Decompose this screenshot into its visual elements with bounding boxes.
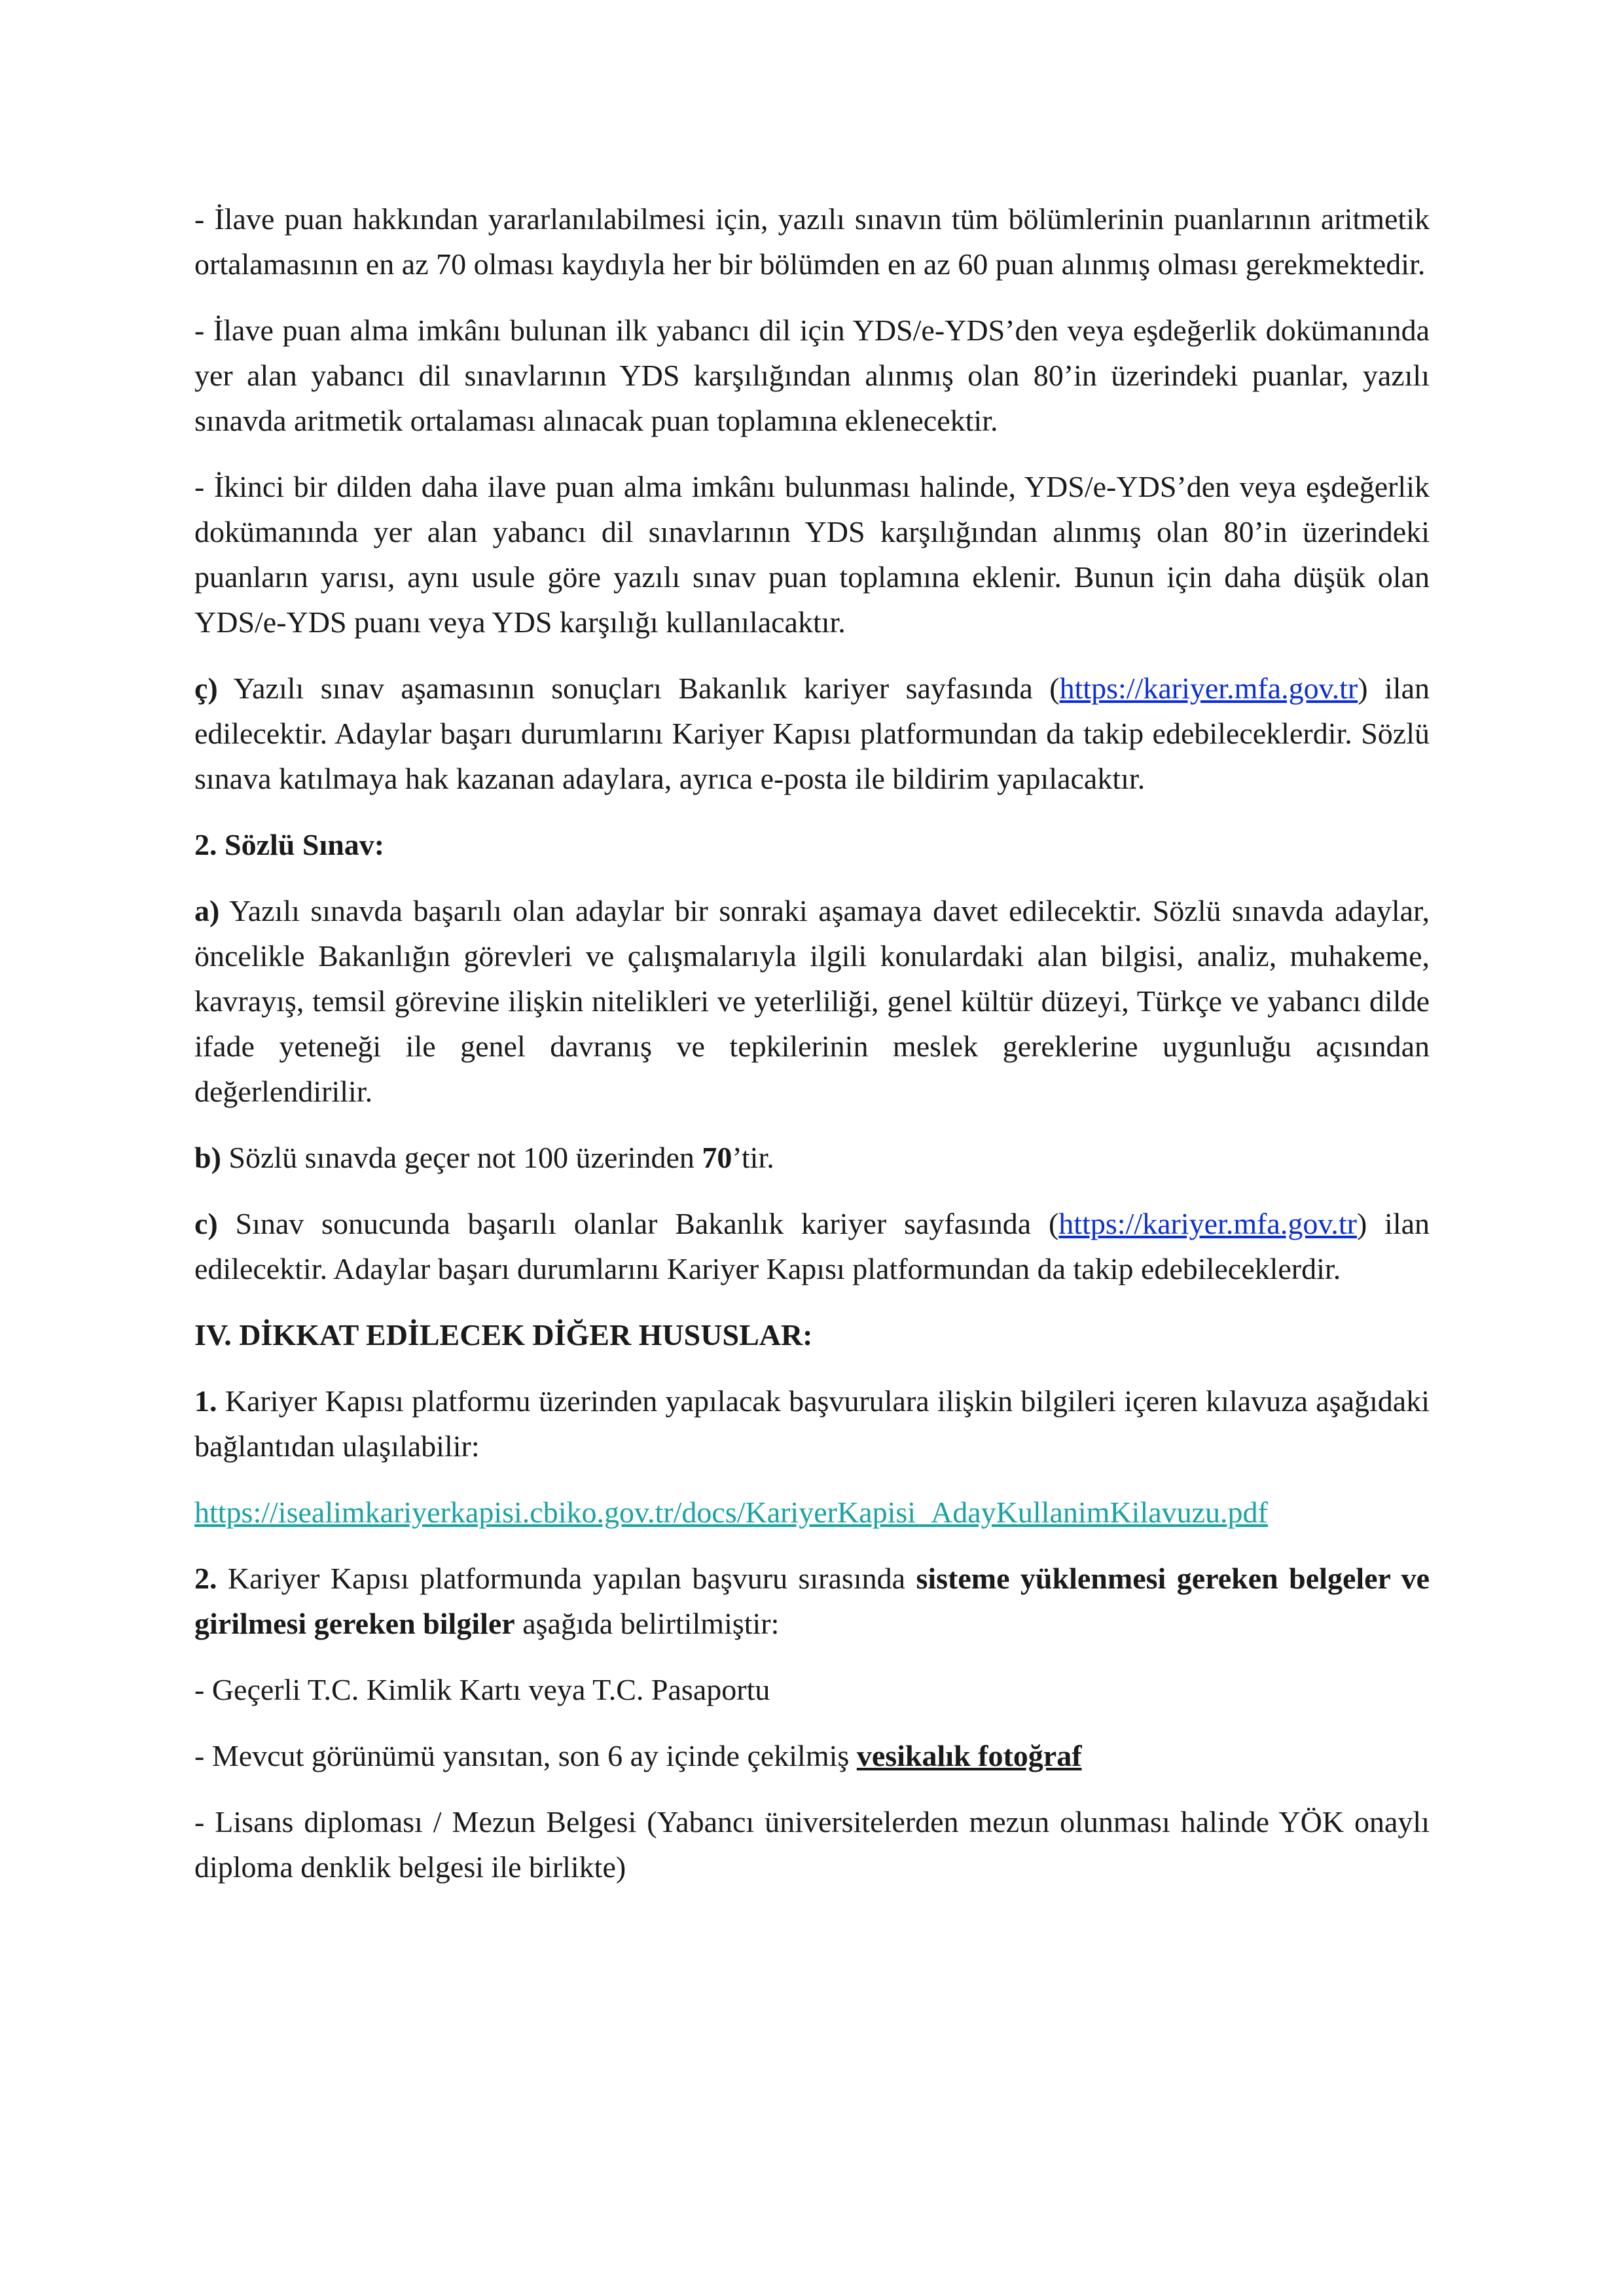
item-label: 2. xyxy=(194,1562,217,1595)
paragraph-item-2 xyxy=(194,1556,1430,1646)
list-item-photo xyxy=(194,1733,1430,1778)
text-segment: Sözlü sınavda geçer not 100 üzerinden xyxy=(221,1141,702,1174)
paragraph-first-language-points: - İlave puan alma imkânı bulunan ilk yabancı dil için YDS/e-YDS’den veya eşdeğerlik dokümanında yer alan yabancı dil sınavlarının YDS karşılığından alınmış olan 80’in üzerindeki puanlar, yazılı sınavda aritmetik ortalaması alınacak puan toplamına eklenecektir. xyxy=(194,314,1430,437)
text-segment: Yazılı sınavda başarılı olan adaylar bir sonraki aşamaya davet edilecektir. Sözlü sınavda adaylar, öncelikle Bakanlığın görevleri ve çalışmalarıyla ilgili konulardaki alan bilgisi, analiz, muhakeme, kavrayış, temsil görevine ilişkin nitelikleri ve yeterliliği, genel kültür düzeyi, Türkçe ve yabancı dilde ifade yeteneği ile genel davranış ve tepkilerinin meslek gereklerine uygunluğu açısından değerlendirilir. xyxy=(194,894,1430,1108)
text-segment: ) ilan edilecektir. Adaylar başarı durumlarını Kariyer Kapısı platformundan da takip edebileceklerdir. xyxy=(194,1207,1430,1285)
list-item-id-card: - Geçerli T.C. Kimlik Kartı veya T.C. Pasaportu xyxy=(194,1673,770,1706)
text-segment: ’tir. xyxy=(732,1141,774,1174)
paragraph-item-1 xyxy=(194,1378,1430,1469)
paragraph-written-results xyxy=(194,666,1430,801)
career-page-link[interactable]: https://kariyer.mfa.gov.tr xyxy=(1059,672,1358,705)
item-label: a) xyxy=(194,894,220,927)
passing-grade: 70 xyxy=(702,1141,732,1174)
text-segment: - Mevcut görünümü yansıtan, son 6 ay içinde çekilmiş xyxy=(194,1739,857,1772)
text-segment: Kariyer Kapısı platformunda yapılan başvuru sırasında xyxy=(217,1562,916,1595)
career-page-link[interactable]: https://kariyer.mfa.gov.tr xyxy=(1058,1207,1357,1240)
item-label: ç) xyxy=(194,672,218,705)
text-segment: aşağıda belirtilmiştir: xyxy=(514,1607,780,1640)
text-segment: Sınav sonucunda başarılı olanlar Bakanlık kariyer sayfasında ( xyxy=(217,1207,1059,1240)
text-segment: Kariyer Kapısı platformu üzerinden yapılacak başvurulara ilişkin bilgileri içeren kılavuza aşağıdaki bağlantıdan ulaşılabilir: xyxy=(194,1384,1430,1463)
paragraph-second-language-points: - İkinci bir dilden daha ilave puan alma imkânı bulunması halinde, YDS/e-YDS’den veya eşdeğerlik dokümanında yer alan yabancı dil sınavlarının YDS karşılığından alınmış olan 80’in üzerindeki puanların yarısı, aynı usule göre yazılı sınav puan toplamına eklenir. Bunun için daha düşük olan YDS/e-YDS puanı veya YDS karşılığı kullanılacaktır. xyxy=(194,470,1430,639)
section-heading-other-issues: IV. DİKKAT EDİLECEK DİĞER HUSUSLAR: xyxy=(194,1318,813,1352)
document-page xyxy=(194,196,1430,1910)
paragraph-oral-exam-c xyxy=(194,1201,1430,1291)
text-segment: Yazılı sınav aşamasının sonuçları Bakanlık kariyer sayfasında ( xyxy=(217,672,1060,705)
user-guide-link[interactable]: https://isealimkariyerkapisi.cbiko.gov.tr/docs/KariyerKapisi_AdayKullanimKilavuzu.pdf xyxy=(194,1496,1268,1529)
section-heading-oral-exam: 2. Sözlü Sınav: xyxy=(194,828,385,861)
item-label: c) xyxy=(194,1207,218,1240)
text-segment: ) ilan edilecektir. Adaylar başarı durumlarını Kariyer Kapısı platformundan da takip edebileceklerdir. Sözlü sınava katılmaya hak kazanan adaylara, ayrıca e-posta ile bildirim yapılacaktır. xyxy=(194,672,1430,795)
item-label: 1. xyxy=(194,1384,217,1418)
paragraph-extra-points-requirement: - İlave puan hakkından yararlanılabilmesi için, yazılı sınavın tüm bölümlerinin puanlarının aritmetik ortalamasının en az 70 olması kaydıyla her bir bölümden en az 60 puan alınmış olması gerekmektedir. xyxy=(194,202,1430,281)
photo-emphasis: vesikalık fotoğraf xyxy=(856,1739,1082,1772)
paragraph-oral-exam-a xyxy=(194,888,1430,1114)
paragraph-guide-link xyxy=(194,1490,1430,1535)
required-documents-emphasis: sisteme yüklenmesi gereken belgeler ve girilmesi gereken bilgiler xyxy=(194,1562,1430,1640)
item-label: b) xyxy=(194,1141,221,1174)
paragraph-oral-exam-b xyxy=(194,1135,1430,1180)
list-item-diploma: - Lisans diploması / Mezun Belgesi (Yabancı üniversitelerden mezun olunması halinde YÖK onaylı diploma denklik belgesi ile birlikte) xyxy=(194,1805,1430,1884)
